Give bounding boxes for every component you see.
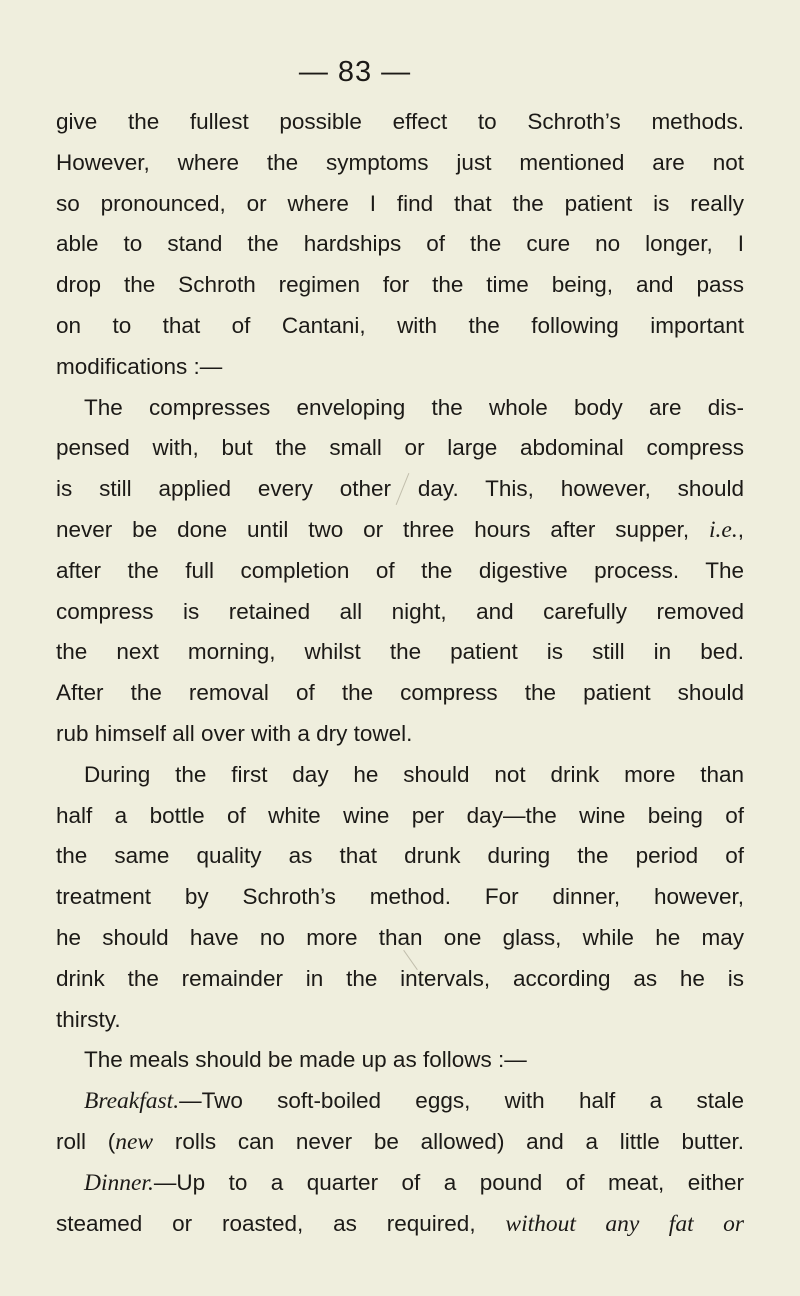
text-run: able to stand the hardships of the cure no longer, I [56,231,744,257]
text-line [56,755,744,796]
text-line [56,877,744,918]
text-run: so pronounced, or where I find that the patient is really [56,190,744,216]
text-run: steamed or roasted, as required, [56,1210,506,1236]
text-run: However, where the symptoms just mentioned are not [56,149,744,175]
text-line [56,918,744,959]
text-run: —Up to a quarter of a pound of meat, either [153,1169,744,1195]
text-run: treatment by Schroth’s method. For dinner, however, [56,884,744,910]
text-line [56,673,744,714]
italic-text: Breakfast. [84,1088,180,1115]
italic-text: i.e. [709,516,738,543]
text-run: roll ( [56,1128,116,1154]
text-line [56,347,744,388]
text-line [56,592,744,633]
text-line [56,388,744,429]
text-run: rub himself all over with a dry towel. [56,720,413,746]
text-run: After the removal of the compress the patient should [56,680,744,706]
text-run: half a bottle of white wine per day—the wine being of [56,802,744,828]
text-run: rolls can never be allowed) and a little butter. [153,1128,745,1154]
text-run: on to that of Cantani, with the following important [56,312,744,338]
text-run: give the fullest possible effect to Schroth’s methods. [56,109,744,134]
text-run: compress is retained all night, and carefully removed [56,598,744,624]
text-line [56,1204,744,1245]
text-run: after the full completion of the digestive process. The [56,557,744,583]
italic-text: Dinner. [84,1169,154,1196]
text-run: never be done until two or three hours after supper, [56,516,690,542]
text-line [56,469,744,510]
text-run: the same quality as that drunk during the period of [56,843,744,869]
text-line [56,632,744,673]
text-line [56,1122,744,1163]
text-run: The meals should be made up as follows :— [84,1047,527,1073]
text-line [56,224,744,265]
text-run: pensed with, but the small or large abdominal compress [56,435,744,461]
text-run: is still applied every other day. This, however, should [56,476,744,502]
text-run: drop the Schroth regimen for the time being, and pass [56,272,744,298]
text-line [56,306,744,347]
text-run: drink the remainder in the intervals, according as he is [56,965,744,991]
italic-text: new [115,1128,154,1155]
text-line [56,1081,744,1122]
text-line [56,102,744,143]
text-run: thirsty. [56,1006,121,1032]
text-run: the next morning, whilst the patient is still in bed. [56,639,744,665]
text-line [56,143,744,184]
text-line [56,551,744,592]
text-line [56,510,744,551]
text-line [56,1040,744,1081]
text-line [56,959,744,1000]
text-line [56,714,744,755]
text-line [56,184,744,225]
text-line [56,1000,744,1041]
text-run: modifications :— [56,353,223,379]
text-line [56,836,744,877]
text-line [56,1163,744,1204]
text-line [56,428,744,469]
text-run: During the first day he should not drink more than [84,761,744,787]
italic-text: without any fat or [505,1210,744,1237]
page-number: — 83 — [298,56,412,88]
text-line [56,265,744,306]
body-text [56,102,744,1244]
text-run: The compresses enveloping the whole body are dis- [84,394,744,420]
text-line [56,796,744,837]
text-run: , [737,516,744,542]
text-run: he should have no more than one glass, while he may [56,924,744,950]
text-run: —Two soft-boiled eggs, with half a stale [179,1088,744,1114]
